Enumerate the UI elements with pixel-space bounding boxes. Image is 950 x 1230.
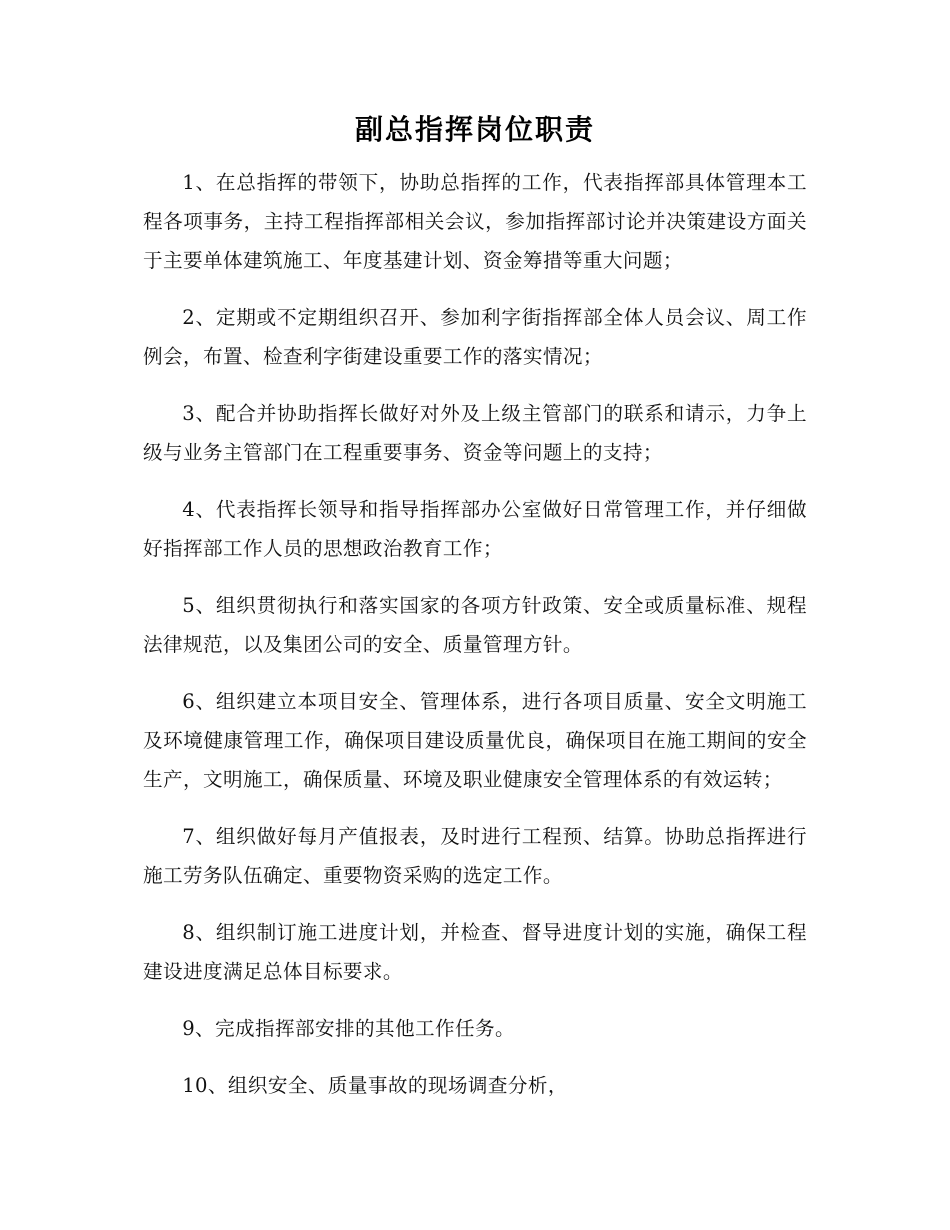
paragraph-6: 6、组织建立本项目安全、管理体系，进行各项目质量、安全文明施工及环境健康管理工作，确保项目建设质量优良，确保项目在施工期间的安全生产，文明施工，确保质量、环境及职业健康安全管理体系的有效运转； xyxy=(143,690,807,791)
paragraph-2: 2、定期或不定期组织召开、参加利字街指挥部全体人员会议、周工作例会，布置、检查利字街建设重要工作的落实情况； xyxy=(143,306,807,368)
paragraph-10: 10、组织安全、质量事故的现场调查分析， xyxy=(182,1074,568,1097)
paragraph-3: 3、配合并协助指挥长做好对外及上级主管部门的联系和请示，力争上级与业务主管部门在工程重要事务、资金等问题上的支持； xyxy=(143,402,807,464)
paragraph-1: 1、在总指挥的带领下，协助总指挥的工作，代表指挥部具体管理本工程各项事务，主持工程指挥部相关会议，参加指挥部讨论并决策建设方面关于主要单体建筑施工、年度基建计划、资金筹措等重大问题； xyxy=(143,171,807,272)
paragraph-8: 8、组织制订施工进度计划，并检查、督导进度计划的实施，确保工程建设进度满足总体目标要求。 xyxy=(143,921,807,983)
paragraph-4: 4、代表指挥长领导和指导指挥部办公室做好日常管理工作，并仔细做好指挥部工作人员的思想政治教育工作； xyxy=(143,498,807,560)
paragraph-9: 9、完成指挥部安排的其他工作任务。 xyxy=(182,1017,515,1040)
document-title: 副总指挥岗位职责 xyxy=(354,113,595,146)
paragraph-7: 7、组织做好每月产值报表，及时进行工程预、结算。协助总指挥进行施工劳务队伍确定、重要物资采购的选定工作。 xyxy=(143,825,807,887)
document-body xyxy=(143,163,807,1123)
paragraph-5: 5、组织贯彻执行和落实国家的各项方针政策、安全或质量标准、规程法律规范，以及集团公司的安全、质量管理方针。 xyxy=(143,594,807,656)
